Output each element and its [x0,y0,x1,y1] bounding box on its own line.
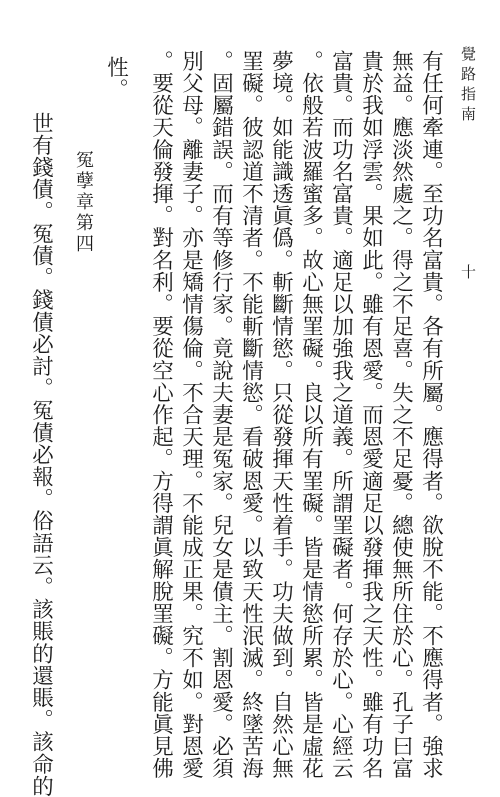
text-column: 。依般若波羅蜜多。故心無罣礙。良以所有罣礙。皆是情慾所累。皆是虛花 [298,50,324,780]
chapter-text-column: 世有錢債。冤債。錢債必討。冤債必報。俗語云。該賬的還賬。該命的 [28,112,54,797]
running-title: 覺路指南 [459,46,477,126]
text-column: 別父母。離妻子。亦是矯情傷倫。不合天理。不能成正果。究不如。對恩愛 [178,50,204,780]
page-number: 十 [459,264,477,280]
text-column-end: 性。 [103,56,129,101]
text-column: 夢境。如能識透眞僞。斬斷情慾。只從發揮天性着手。功夫做到。自然心無 [268,50,294,780]
text-column: 有任何牽連。至功名富貴。各有所屬。應得者。欲脫不能。不應得者。強求 [418,50,444,780]
text-column: 富貴。而功名富貴。適足以加強我之道義。所謂罣礙者。何存於心。心經云 [328,50,354,780]
text-column: 無益。應淡然處之。得之不足喜。失之不足憂。總使無所住於心。孔子曰富 [388,50,414,780]
chapter-title: 冤孽章第四 [73,150,94,255]
text-column: 貴於我如浮雲。果如此。雖有恩愛。而恩愛適足以發揮我之天性。雖有功名 [358,50,384,780]
text-column: 。固屬錯誤。而有等修行家。竟說夫妻是冤家。兒女是債主。割恩愛。必須 [208,50,234,780]
text-column: 罣礙。彼認道不清者。不能斬斷情慾。看破恩愛。以致天性泯滅。終墜苦海 [238,50,264,780]
text-column: 。要從天倫發揮。對名利。要從空心作起。方得謂眞解脫罣礙。方能眞見佛 [148,50,174,780]
